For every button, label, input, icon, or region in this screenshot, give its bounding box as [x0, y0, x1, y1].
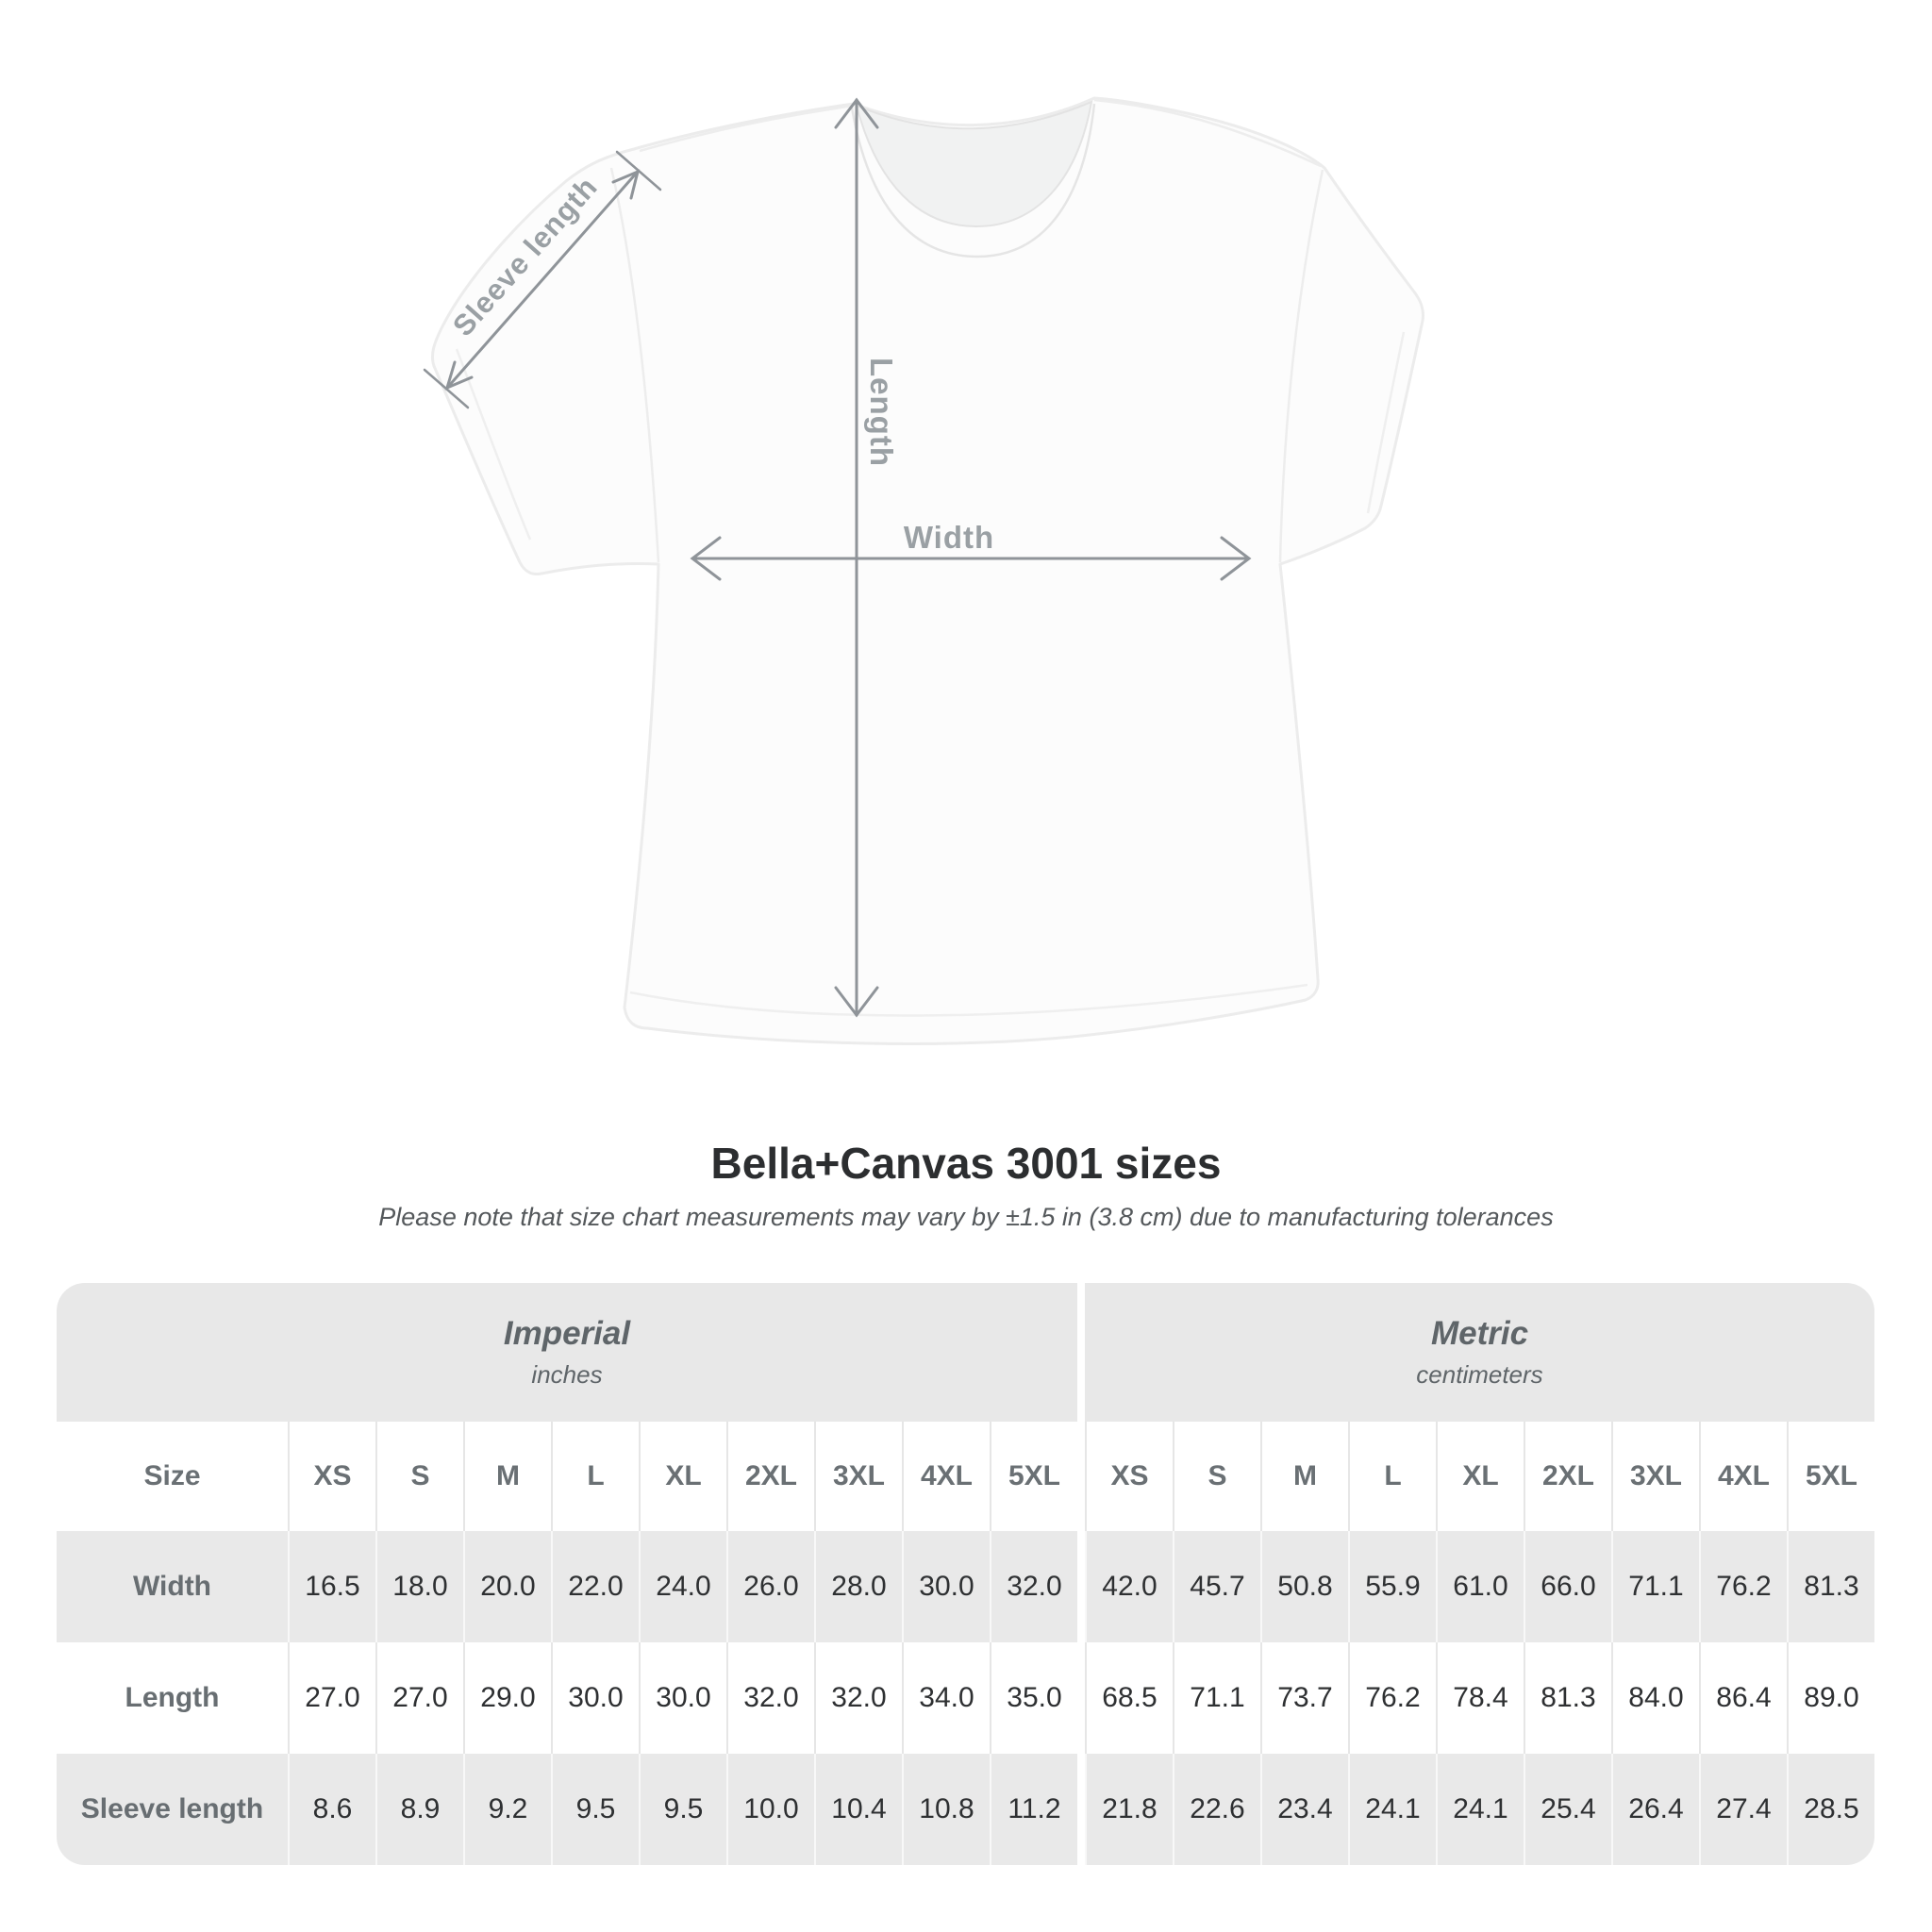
- measurement-value: 27.0: [375, 1642, 463, 1754]
- imperial-band-unit: inches: [531, 1360, 603, 1389]
- measurement-value: 9.2: [463, 1754, 551, 1865]
- size-header-cell-imperial: L: [551, 1422, 639, 1531]
- measurement-value: 66.0: [1524, 1531, 1611, 1642]
- measurement-value: 28.5: [1787, 1754, 1874, 1865]
- size-header-cell-imperial: 5XL: [990, 1422, 1077, 1531]
- measurement-value: 81.3: [1787, 1531, 1874, 1642]
- measurement-value: 10.8: [902, 1754, 990, 1865]
- measurement-value: 26.0: [726, 1531, 814, 1642]
- size-table: [57, 1283, 1874, 1865]
- size-header-cell-imperial: 3XL: [814, 1422, 902, 1531]
- measurement-value: 30.0: [902, 1531, 990, 1642]
- measurement-value: 9.5: [639, 1754, 726, 1865]
- measurement-value: 71.1: [1173, 1642, 1260, 1754]
- imperial-metric-gap: [1077, 1422, 1085, 1531]
- measurement-value: 86.4: [1699, 1642, 1787, 1754]
- measurement-value: 22.6: [1173, 1754, 1260, 1865]
- measurement-value: 11.2: [990, 1754, 1077, 1865]
- measurement-value: 27.4: [1699, 1754, 1787, 1865]
- imperial-metric-gap: [1077, 1642, 1085, 1754]
- measurement-value: 10.0: [726, 1754, 814, 1865]
- width-label: Width: [903, 520, 995, 555]
- measurement-value: 61.0: [1436, 1531, 1524, 1642]
- measurement-value: 32.0: [814, 1642, 902, 1754]
- measurement-row: [57, 1531, 1874, 1642]
- size-header-cell-metric: S: [1173, 1422, 1260, 1531]
- measurement-value: 71.1: [1611, 1531, 1699, 1642]
- size-header-cell-imperial: 2XL: [726, 1422, 814, 1531]
- measurement-value: 68.5: [1085, 1642, 1173, 1754]
- size-header-cell-imperial: 4XL: [902, 1422, 990, 1531]
- measurement-value: 24.0: [639, 1531, 726, 1642]
- size-header-cell-metric: L: [1348, 1422, 1436, 1531]
- size-header-cell-imperial: M: [463, 1422, 551, 1531]
- measurement-value: 50.8: [1260, 1531, 1348, 1642]
- measurement-value: 32.0: [726, 1642, 814, 1754]
- size-header-cell-imperial: XL: [639, 1422, 726, 1531]
- size-header-cell-imperial: S: [375, 1422, 463, 1531]
- size-header-cell-metric: XS: [1085, 1422, 1173, 1531]
- sleeve-length-label: Sleeve length: [445, 170, 605, 342]
- measurement-value: 34.0: [902, 1642, 990, 1754]
- metric-band-unit: centimeters: [1416, 1360, 1543, 1389]
- measurement-value: 32.0: [990, 1531, 1077, 1642]
- measurement-value: 23.4: [1260, 1754, 1348, 1865]
- imperial-band: [57, 1283, 1077, 1422]
- measurement-value: 26.4: [1611, 1754, 1699, 1865]
- size-header-cell-metric: 5XL: [1787, 1422, 1874, 1531]
- measurement-value: 30.0: [639, 1642, 726, 1754]
- band-gap: [1077, 1283, 1085, 1422]
- size-header-cell-metric: XL: [1436, 1422, 1524, 1531]
- metric-band-title: Metric: [1430, 1315, 1529, 1352]
- size-header-cell-imperial: XS: [288, 1422, 375, 1531]
- size-header-cell-metric: 3XL: [1611, 1422, 1699, 1531]
- measurement-value: 25.4: [1524, 1754, 1611, 1865]
- measurement-value: 81.3: [1524, 1642, 1611, 1754]
- size-header-row: [57, 1422, 1874, 1531]
- imperial-metric-gap: [1077, 1754, 1085, 1865]
- measurement-row: [57, 1754, 1874, 1865]
- measurement-value: 29.0: [463, 1642, 551, 1754]
- measurement-row-label: Sleeve length: [80, 1793, 264, 1824]
- measurement-value: 45.7: [1173, 1531, 1260, 1642]
- imperial-band-title: Imperial: [503, 1315, 631, 1352]
- subtitle-note: Please note that size chart measurements may vary by ±1.5 in (3.8 cm) due to manufacturing tolerances: [378, 1203, 1554, 1231]
- measurement-value: 10.4: [814, 1754, 902, 1865]
- measurement-value: 8.6: [288, 1754, 375, 1865]
- measurement-value: 42.0: [1085, 1531, 1173, 1642]
- measurement-value: 21.8: [1085, 1754, 1173, 1865]
- size-column-header: Size: [143, 1460, 201, 1491]
- page-title: Bella+Canvas 3001 sizes: [710, 1139, 1222, 1188]
- measurement-value: 84.0: [1611, 1642, 1699, 1754]
- length-label: Length: [864, 358, 899, 467]
- tshirt-body: [432, 98, 1423, 1043]
- measurement-row: [57, 1642, 1874, 1754]
- measurement-value: 24.1: [1436, 1754, 1524, 1865]
- imperial-metric-gap: [1077, 1531, 1085, 1642]
- measurement-value: 76.2: [1699, 1531, 1787, 1642]
- size-header-cell-metric: 2XL: [1524, 1422, 1611, 1531]
- measurement-value: 30.0: [551, 1642, 639, 1754]
- measurement-value: 76.2: [1348, 1642, 1436, 1754]
- unit-band-row: [57, 1283, 1874, 1422]
- measurement-value: 78.4: [1436, 1642, 1524, 1754]
- measurement-value: 22.0: [551, 1531, 639, 1642]
- measurement-value: 18.0: [375, 1531, 463, 1642]
- size-header-cell-metric: 4XL: [1699, 1422, 1787, 1531]
- measurement-value: 9.5: [551, 1754, 639, 1865]
- measurement-value: 27.0: [288, 1642, 375, 1754]
- metric-band: [1085, 1283, 1874, 1422]
- measurement-value: 16.5: [288, 1531, 375, 1642]
- measurement-value: 73.7: [1260, 1642, 1348, 1754]
- measurement-value: 28.0: [814, 1531, 902, 1642]
- measurement-row-label: Length: [125, 1682, 220, 1713]
- measurement-value: 35.0: [990, 1642, 1077, 1754]
- measurement-value: 8.9: [375, 1754, 463, 1865]
- size-header-cell-metric: M: [1260, 1422, 1348, 1531]
- measurement-row-label: Width: [132, 1571, 212, 1602]
- measurement-value: 55.9: [1348, 1531, 1436, 1642]
- measurement-value: 20.0: [463, 1531, 551, 1642]
- measurement-value: 89.0: [1787, 1642, 1874, 1754]
- measurement-value: 24.1: [1348, 1754, 1436, 1865]
- size-table-rows: [57, 1422, 1874, 1865]
